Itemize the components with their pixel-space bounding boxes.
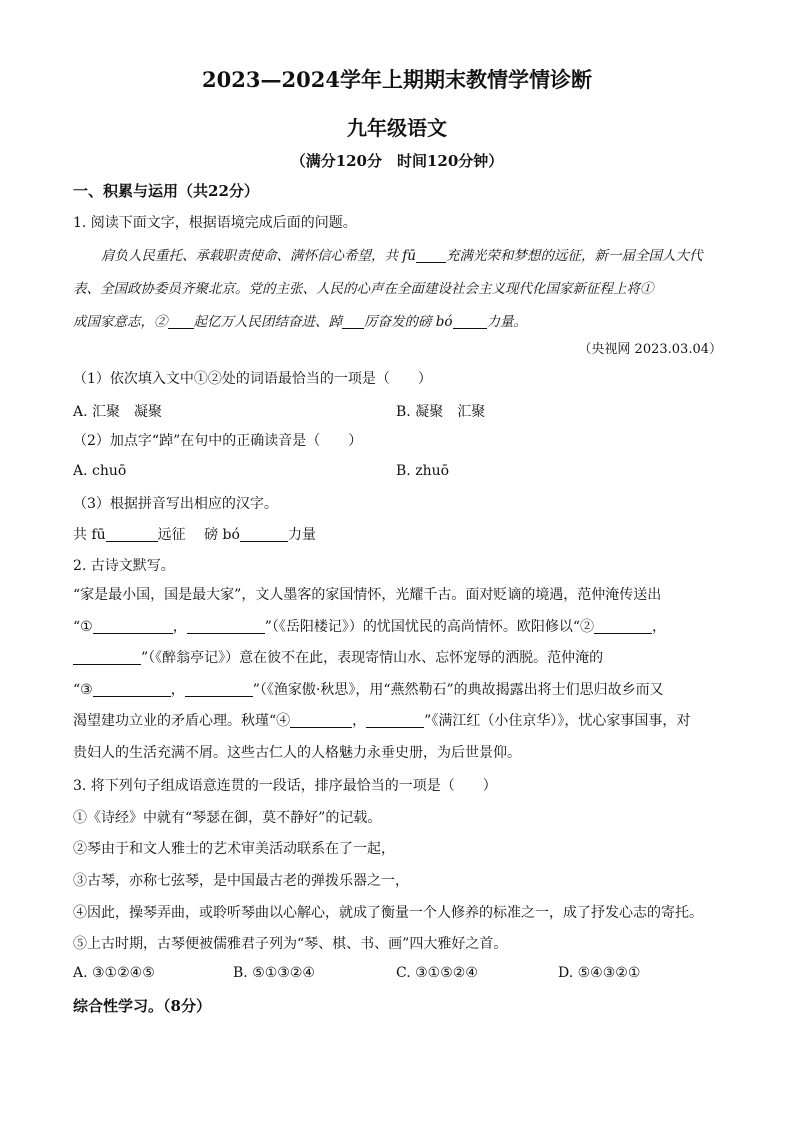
blank-fu (416, 247, 446, 263)
blank-chuo (342, 313, 364, 329)
q3-sentence-2: ②琴由于和文人雅士的艺术审美活动联系在了一起， (73, 841, 395, 857)
q3-sentence-3: ③古琴，亦称七弦琴，是中国最古老的弹拨乐器之一， (73, 873, 409, 889)
q3-option-c[interactable]: C. ③①⑤②④ (396, 965, 478, 981)
poem-blank-2b[interactable] (73, 649, 141, 665)
q1-sub1-option-a[interactable]: A. 汇聚 凝聚 (73, 404, 163, 420)
q1-sub2-option-a[interactable]: A. chuō (73, 463, 127, 479)
poem-blank-4b[interactable] (366, 712, 424, 728)
section-heading-1: 一、积累与运用（共22分） (73, 182, 259, 200)
q2-line2d: ， (652, 618, 667, 635)
sub3-label-a: 共 fū (73, 527, 106, 543)
exam-title: 2023—2024学年上期期末教情学情诊断 (202, 67, 592, 92)
poem-blank-3a[interactable] (93, 681, 171, 697)
blank-2 (168, 313, 194, 329)
q1-sub1: （1）依次填入文中①②处的词语最恰当的一项是（ ） (73, 371, 432, 387)
answer-blank-bo[interactable] (240, 526, 288, 542)
section-heading-2: 综合性学习。（8分） (73, 997, 211, 1015)
q1-sub3-answer-line (73, 525, 316, 545)
poem-blank-3b[interactable] (185, 681, 253, 697)
q3-option-b[interactable]: B. ⑤①③②④ (233, 965, 315, 981)
q3-option-a[interactable]: A. ③①②④⑤ (73, 965, 155, 981)
passage-line1: 肩负人民重托、承载职责使命、满怀信心希望，共 fū (101, 248, 416, 264)
subject-title: 九年级语文 (347, 116, 447, 140)
q1-sub1-option-b[interactable]: B. 凝聚 汇聚 (396, 404, 486, 420)
passage-line3b: 起亿万人民团结奋进、踔 (193, 314, 342, 330)
q2-passage (73, 580, 725, 769)
passage-line3d: 力量。 (486, 314, 528, 330)
q2-line5a: 渴望建功立业的矛盾心理。秋瑾“④ (73, 713, 291, 729)
q2-line5c: ”《满江红（小住京华）》，忧心家事国事，对 (424, 713, 691, 729)
q2-line5b: ， (352, 713, 367, 729)
q2-line2b: ， (172, 618, 187, 635)
exam-info: （满分120分 时间120分钟） (290, 152, 504, 170)
sub3-label-c: 力量 (287, 527, 316, 543)
q3-sentence-4: ④因此，操琴弄曲，或聆听琴曲以心解心，就成了衡量一个人修养的标准之一，成了抒发心志的寄托。 (73, 905, 703, 921)
passage-line3a: 成国家意志，② (73, 314, 168, 330)
q2-line4c: ”（《渔家傲·秋思》，用“燕然勒石”的典故揭露出将士们思归故乡而又 (252, 681, 664, 698)
blank-bo (453, 313, 487, 329)
q2-line6: 贵妇人的生活充满不屑。这些古仁人的人格魅力永垂史册，为后世景仰。 (73, 744, 521, 761)
q1-sub3: （3）根据拼音写出相应的汉字。 (73, 496, 278, 512)
passage-line3c: 厉奋发的磅 bó (364, 314, 453, 330)
poem-blank-1a[interactable] (93, 618, 173, 634)
q1-sub2-option-b[interactable]: B. zhuō (396, 463, 450, 479)
q1-stem: 1. 阅读下面文字，根据语境完成后面的问题。 (73, 215, 357, 231)
q2-stem: 2. 古诗文默写。 (73, 558, 175, 574)
sub3-label-b: 远征 磅 bó (157, 527, 240, 543)
q2-line3: ”（《醉翁亭记》）意在彼不在此，表现寄情山水、忘怀宠辱的洒脱。范仲淹的 (141, 650, 604, 666)
q2-line4a: “③ (73, 681, 93, 698)
q2-line2a: “① (73, 618, 93, 635)
passage-line1b: 充满光荣和梦想的远征，新一届全国人大代 (445, 248, 703, 264)
q3-sentence-5: ⑤上古时期，古琴便被儒雅君子列为“琴、棋、书、画”四大雅好之首。 (73, 936, 508, 952)
poem-blank-1b[interactable] (187, 618, 265, 634)
q3-stem: 3. 将下列句子组成语意连贯的一段话，排序最恰当的一项是（ ） (73, 778, 497, 794)
q1-passage (73, 240, 725, 339)
q3-option-d[interactable]: D. ⑤④③②① (558, 965, 641, 981)
q2-line4b: ， (170, 681, 185, 698)
poem-blank-2a[interactable] (594, 618, 652, 634)
q3-sentence-1: ①《诗经》中就有“琴瑟在御，莫不静好”的记载。 (73, 810, 382, 826)
answer-blank-fu[interactable] (106, 526, 158, 542)
q2-line1: “家是最小国，国是最大家”，文人墨客的家国情怀，光耀千古。面对贬谪的境遇，范仲淹传送出 (73, 587, 662, 603)
poem-blank-4a[interactable] (290, 712, 352, 728)
q2-line2c: ”（《岳阳楼记》）的忧国忧民的高尚情怀。欧阳修以“② (264, 618, 595, 635)
passage-line2: 表、全国政协委员齐聚北京。党的主张、人民的心声在全面建设社会主义现代化国家新征程上将① (73, 281, 654, 297)
q1-sub2: （2）加点字“踔”在句中的正确读音是（ ） (73, 433, 363, 449)
passage-source: （央视网 2023.03.04） (578, 342, 722, 357)
